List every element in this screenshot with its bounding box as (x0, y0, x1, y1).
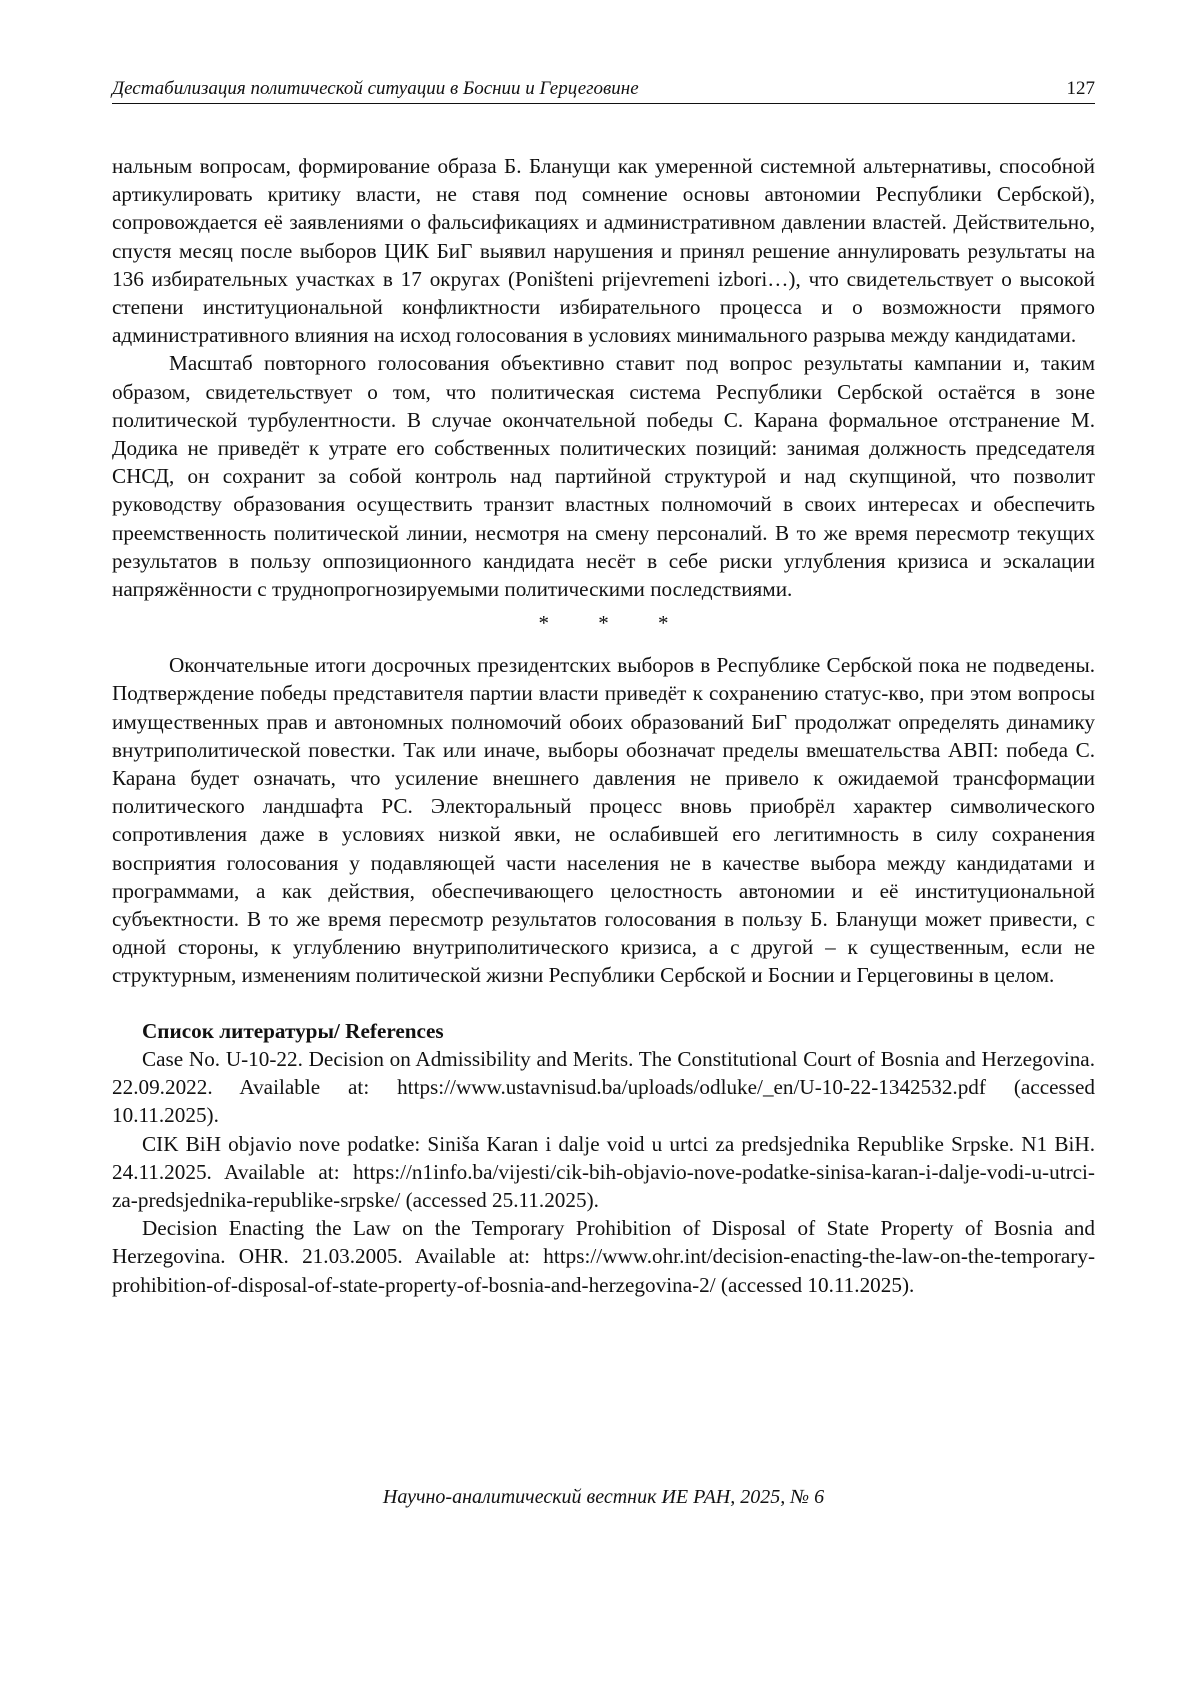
separator-star: * (598, 611, 609, 636)
paragraph-1: нальным вопросам, формирование образа Б. Бланущи как умеренной системной альтернативы, способной артикулировать критику власти, не ставя под сомнение основы автономии Республики Сербской), сопровождается её заявлениями о фальсификациях и административном давлении властей. Действительно, спустя месяц после выборов ЦИК БиГ выявил нарушения и принял решение аннулировать результаты на 136 избирательных участках в 17 округах (Poništeni prijevremeni izbori…), что свидетельствует о высокой степени институциональной конфликтности избирательного процесса и о возможности прямого административного влияния на исход голосования в условиях минимального разрыва между кандидатами. (112, 154, 1095, 348)
paragraph-3: Окончательные итоги досрочных президентских выборов в Республике Сербской пока не подведены. Подтверждение победы представителя партии власти приведёт к сохранению статус-кво, при этом вопросы имущественных прав и автономных полномочий обоих образований БиГ продолжат определять динамику внутриполитической повестки. Так или иначе, выборы обозначат пределы вмешательства АВП: победа С. Карана будет означать, что усиление внешнего давления не привело к ожидаемой трансформации политического ландшафта РС. Электоральный процесс вновь приобрёл характер символического сопротивления даже в условиях низкой явки, не ослабившей его легитимность в силу сохранения восприятия голосования у подавляющей части населения не в качестве выбора между кандидатами и программами, а как действия, обеспечивающего целостность автономии и её институциональной субъектности. В то же время пересмотр результатов голосования в пользу Б. Бланущи может привести, с одной стороны, к углублению внутриполитического кризиса, а с другой – к существенным, если не структурным, изменениям политической жизни Республики Сербской и Боснии и Герцеговины в целом. (112, 653, 1095, 988)
reference-item: CIK BiH objavio nove podatke: Siniša Karan i dalje void u urtci za predsjednika Republike Srpske. N1 BiH. 24.11.2025. Available at: https://n1info.ba/vijesti/cik-bih-objavio-nove-podatke-sinisa-karan-i-dalje-vodi-u-utrci-za-predsjednika-republike-srpske/ (accessed 25.11.2025). (112, 1131, 1095, 1212)
section-separator (112, 609, 1095, 637)
paragraph-2: Масштаб повторного голосования объективно ставит под вопрос результаты кампании и, таким образом, свидетельствует о том, что политическая система Республики Сербской остаётся в зоне политической турбулентности. В случае окончательной победы С. Карана формальное отстранение М. Додика не приведёт к утрате его собственных политических позиций: занимая должность председателя СНСД, он сохранит за собой контроль над партийной структурой и над скупщиной, что позволит руководству образования осуществить транзит властных полномочий в своих интересах и обеспечить преемственность политической линии, несмотря на смену персоналий. В то же время пересмотр текущих результатов в пользу оппозиционного кандидата несёт в себе риски углубления кризиса и эскалации напряжённости с труднопрогнозируемыми политическими последствиями. (112, 351, 1095, 602)
journal-footer: Научно-аналитический вестник ИЕ РАН, 2025, № 6 (382, 1486, 825, 1508)
separator-star: * (538, 611, 549, 636)
reference-item: Case No. U-10-22. Decision on Admissibility and Merits. The Constitutional Court of Bosnia and Herzegovina. 22.09.2022. Available at: https://www.ustavnisud.ba/uploads/odluke/_en/U-10-22-1342532.pdf (accessed 10.11.2025). (112, 1046, 1095, 1128)
separator-star: * (658, 611, 669, 636)
page (112, 78, 1095, 1299)
page-number: 127 (1066, 78, 1095, 99)
running-header (112, 78, 1095, 104)
article-body (112, 152, 1095, 1299)
reference-item: Decision Enacting the Law on the Temporary Prohibition of Disposal of State Property of Bosnia and Herzegovina. OHR. 21.03.2005. Available at: https://www.ohr.int/decision-enacting-the-law-on-the-temporary-prohibition-of-disposal-of-state-property-of-bosnia-and-herzegovina-2/ (accessed 10.11.2025). (112, 1216, 1095, 1297)
references-heading: Список литературы/ References (142, 1018, 444, 1043)
running-header-title: Дестабилизация политической ситуации в Боснии и Герцеговине (112, 78, 639, 99)
